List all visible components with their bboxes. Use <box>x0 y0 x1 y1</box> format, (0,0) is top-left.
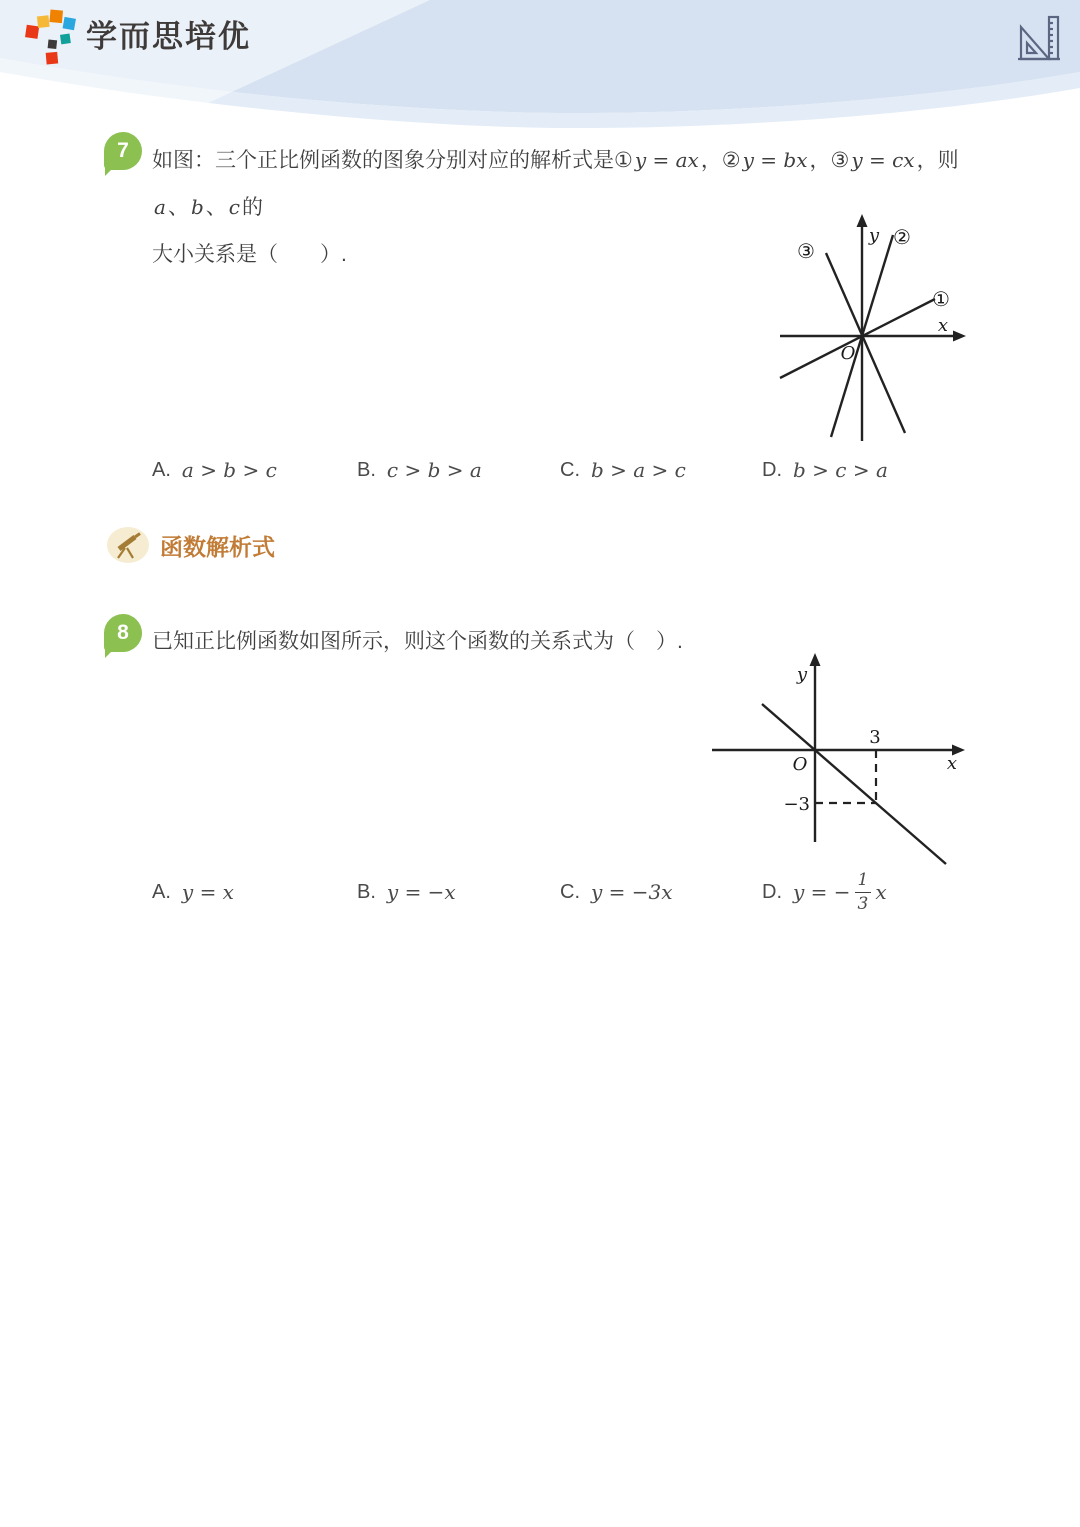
section-title: 函数解析式 <box>160 533 275 560</box>
question7-option-a: A. a > b > c <box>152 458 277 482</box>
question8-graph <box>698 652 966 874</box>
question7-graph <box>775 213 967 447</box>
question8-option-a: A. y = x <box>152 880 234 904</box>
graph7-y-axis-label: y <box>868 225 880 246</box>
question7-options <box>0 450 1080 490</box>
question8-number-badge: 8 <box>104 614 142 652</box>
graph8-y-tick-label: −3 <box>783 794 810 815</box>
question8-options <box>0 872 1080 912</box>
graph7-line2-label: ② <box>893 225 911 249</box>
question8-option-c: C. y = −3x <box>560 880 673 904</box>
question7-option-c: C. b > a > c <box>560 458 686 482</box>
brand-logo-text: 学而思培优 <box>86 19 251 54</box>
question8-option-b: B. y = −x <box>357 880 456 904</box>
telescope-icon <box>106 526 150 564</box>
question8-text-line1: 已知正比例函数如图所示，则这个函数的关系式为（ ）. <box>152 630 683 653</box>
question7-text-line1: 如图：三个正比例函数的图象分别对应的解析式是① y = ax，② y = bx，③ y = cx，则a、 b、 c的 <box>152 148 959 219</box>
question7-option-d: D. b > c > a <box>762 458 888 482</box>
section-heading <box>106 526 275 564</box>
question7-number-badge: 7 <box>104 132 142 170</box>
graph8-x-tick-label: 3 <box>869 727 881 748</box>
set-square-ruler-icon <box>1012 12 1066 66</box>
graph7-line3-label: ③ <box>797 239 815 263</box>
question8-option-d: D. y = − $\frac{1}{3}$ x <box>762 870 887 914</box>
brand-logo <box>24 8 251 66</box>
graph7-x-axis-label: x <box>937 315 949 336</box>
brand-logo-icon <box>24 8 76 66</box>
graph8-x-axis-label: x <box>946 753 958 774</box>
graph7-line1-label: ① <box>932 287 950 311</box>
graph8-y-axis-label: y <box>796 664 808 685</box>
header-banner <box>0 0 1080 130</box>
graph7-origin-label: O <box>840 343 856 364</box>
graph8-origin-label: O <box>792 754 808 775</box>
question7-text-line2: 大小关系是（ ）. <box>152 243 347 266</box>
question7-option-b: B. c > b > a <box>357 458 482 482</box>
fraction-one-third: $\frac{1}{3}$ <box>855 871 872 913</box>
